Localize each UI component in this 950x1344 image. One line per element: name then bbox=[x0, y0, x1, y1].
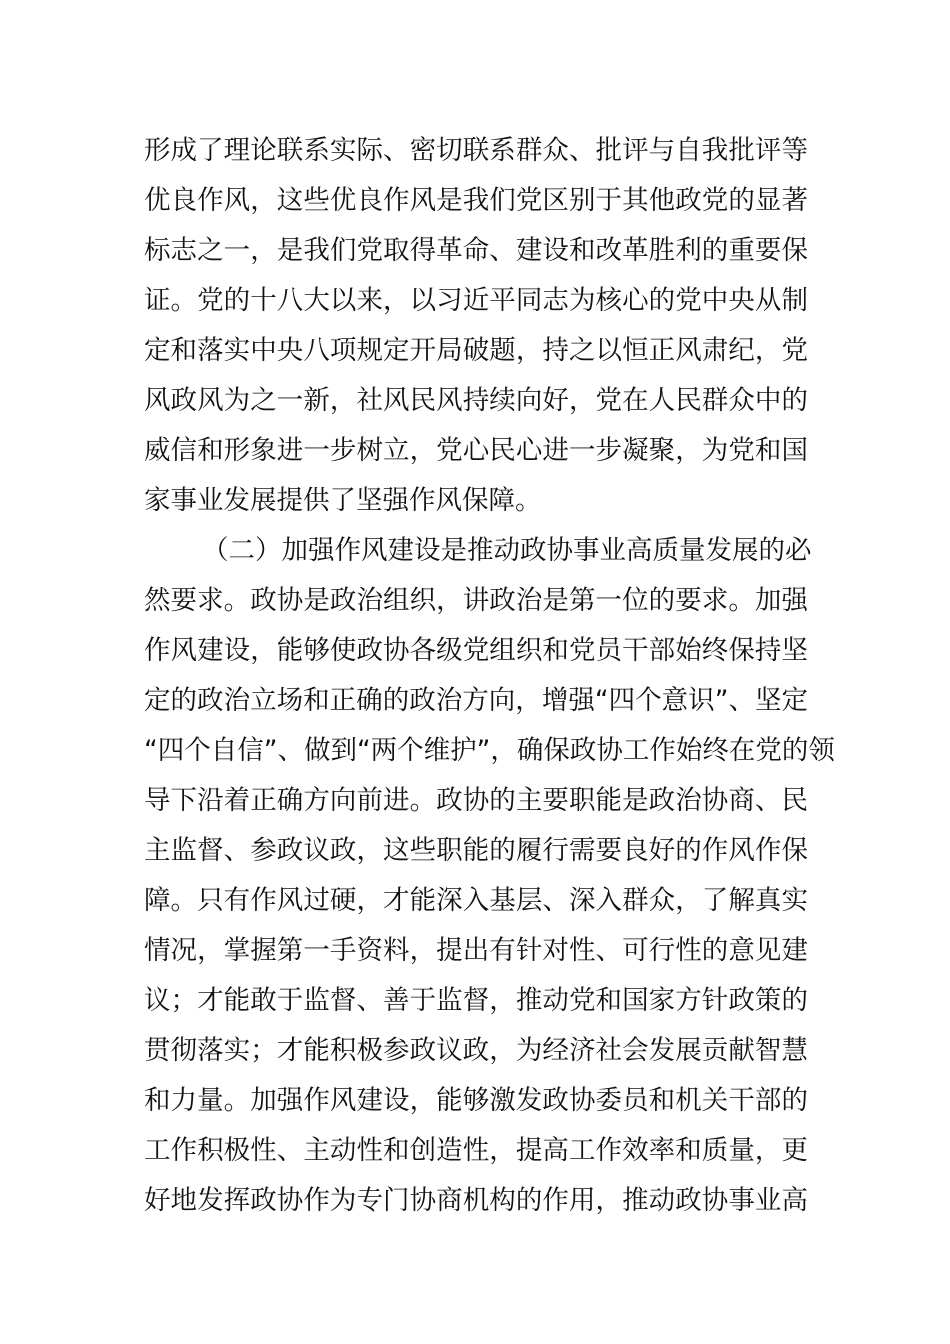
section-heading-line: （二）加强作风建设是推动政协事业高质量发展的必 bbox=[202, 535, 812, 566]
text-line-19: 贯彻落实；才能积极参政议政，为经济社会发展贡献智慧 bbox=[144, 1035, 808, 1066]
text-line-13: “四个自信”、做到“两个维护”，确保政协工作始终在党的领 bbox=[144, 735, 835, 766]
text-line-21: 工作积极性、主动性和创造性，提高工作效率和质量，更 bbox=[144, 1135, 808, 1166]
text-line-16: 障。只有作风过硬，才能深入基层、深入群众，了解真实 bbox=[144, 885, 808, 916]
text-line-10: 然要求。政协是政治组织，讲政治是第一位的要求。加强 bbox=[144, 585, 808, 616]
text-line-3: 标志之一，是我们党取得革命、建设和改革胜利的重要保 bbox=[144, 235, 808, 266]
text-line-6: 风政风为之一新，社风民风持续向好，党在人民群众中的 bbox=[144, 385, 808, 416]
text-line-14: 导下沿着正确方向前进。政协的主要职能是政治协商、民 bbox=[144, 785, 808, 816]
text-line-17: 情况，掌握第一手资料，提出有针对性、可行性的意见建 bbox=[144, 935, 808, 966]
text-line-12: 定的政治立场和正确的政治方向，增强“四个意识”、坚定 bbox=[144, 685, 808, 716]
text-line-18: 议；才能敢于监督、善于监督，推动党和国家方针政策的 bbox=[144, 985, 808, 1016]
text-line-22: 好地发挥政协作为专门协商机构的作用，推动政协事业高 bbox=[144, 1185, 808, 1216]
text-line-7: 威信和形象进一步树立，党心民心进一步凝聚，为党和国 bbox=[144, 435, 808, 466]
text-line-15: 主监督、参政议政，这些职能的履行需要良好的作风作保 bbox=[144, 835, 808, 866]
text-line-8: 家事业发展提供了坚强作风保障。 bbox=[144, 485, 542, 516]
text-line-11: 作风建设，能够使政协各级党组织和党员干部始终保持坚 bbox=[144, 635, 808, 666]
text-line-2: 优良作风，这些优良作风是我们党区别于其他政党的显著 bbox=[144, 185, 808, 216]
document-body bbox=[144, 126, 835, 1226]
text-line-20: 和力量。加强作风建设，能够激发政协委员和机关干部的 bbox=[144, 1085, 808, 1116]
text-line-5: 定和落实中央八项规定开局破题，持之以恒正风肃纪，党 bbox=[144, 335, 808, 366]
text-line-1: 形成了理论联系实际、密切联系群众、批评与自我批评等 bbox=[144, 135, 808, 166]
text-line-4: 证。党的十八大以来，以习近平同志为核心的党中央从制 bbox=[144, 285, 808, 316]
